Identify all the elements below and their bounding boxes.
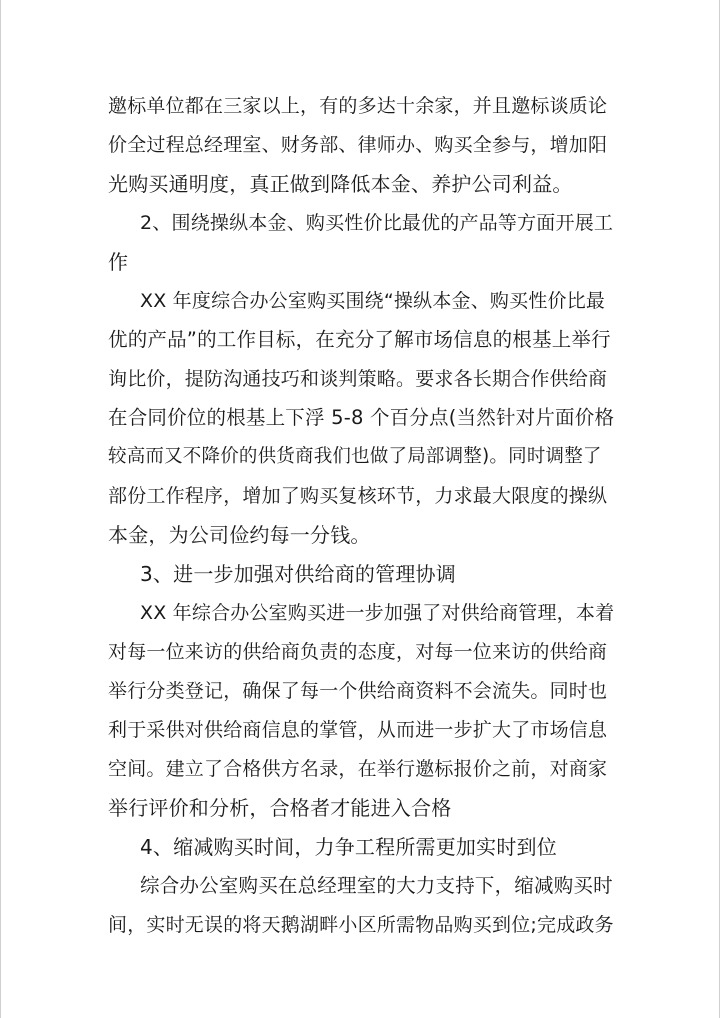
section-heading: 4、缩减购买时间，力争工程所需更加实时到位 (140, 835, 557, 859)
section-heading: 3、进一步加强对供给商的管理协调 (140, 562, 456, 586)
text-line: 作 (108, 250, 129, 274)
text-line: 间，实时无误的将天鹅湖畔小区所需物品购买到位;完成政务 (108, 914, 614, 936)
text-line: 价全过程总经理室、财务部、律师办、购买全参与，增加阳 (108, 134, 608, 156)
section-heading: 2、围绕操纵本金、购买性价比最优的产品等方面开展工 (140, 212, 614, 234)
text-line: 空间。建立了合格供方名录，在举行邀标报价之前，对商家 (108, 758, 608, 780)
page-edge-left (0, 0, 1, 1018)
text-line: 较高而又不降价的供货商我们也做了局部调整)。同时调整了 (108, 446, 602, 467)
text-line: XX 年度综合办公室购买围绕“操纵本金、购买性价比最 (140, 290, 606, 312)
text-line: 询比价，提防沟通技巧和谈判策略。要求各长期合作供给商 (108, 368, 608, 390)
text-line: XX 年综合办公室购买进一步加强了对供给商管理，本着 (140, 602, 615, 624)
text-line: 举行评价和分析，合格者才能进入合格 (108, 796, 452, 820)
text-line: 邀标单位都在三家以上，有的多达十余家，并且邀标谈质论 (108, 95, 608, 117)
text-line: 本金，为公司俭约每一分钱。 (108, 523, 371, 547)
text-line: 举行分类登记，确保了每一个供给商资料不会流失。同时也 (108, 680, 608, 702)
text-line: 利于采供对供给商信息的掌管，从而进一步扩大了市场信息 (108, 719, 608, 741)
text-line: 对每一位来访的供给商负责的态度，对每一位来访的供给商 (108, 641, 608, 663)
text-line: 综合办公室购买在总经理室的大力支持下，缩减购买时 (140, 874, 613, 897)
text-line: 在合同价位的根基上下浮 5-8 个百分点(当然针对片面价格 (108, 406, 615, 429)
text-line: 部份工作程序，增加了购买复核环节，力求最大限度的操纵 (108, 485, 608, 507)
text-line: 光购买通明度，真正做到降低本金、养护公司利益。 (108, 172, 573, 196)
text-line: 优的产品”的工作目标，在充分了解市场信息的根基上举行 (108, 328, 611, 351)
